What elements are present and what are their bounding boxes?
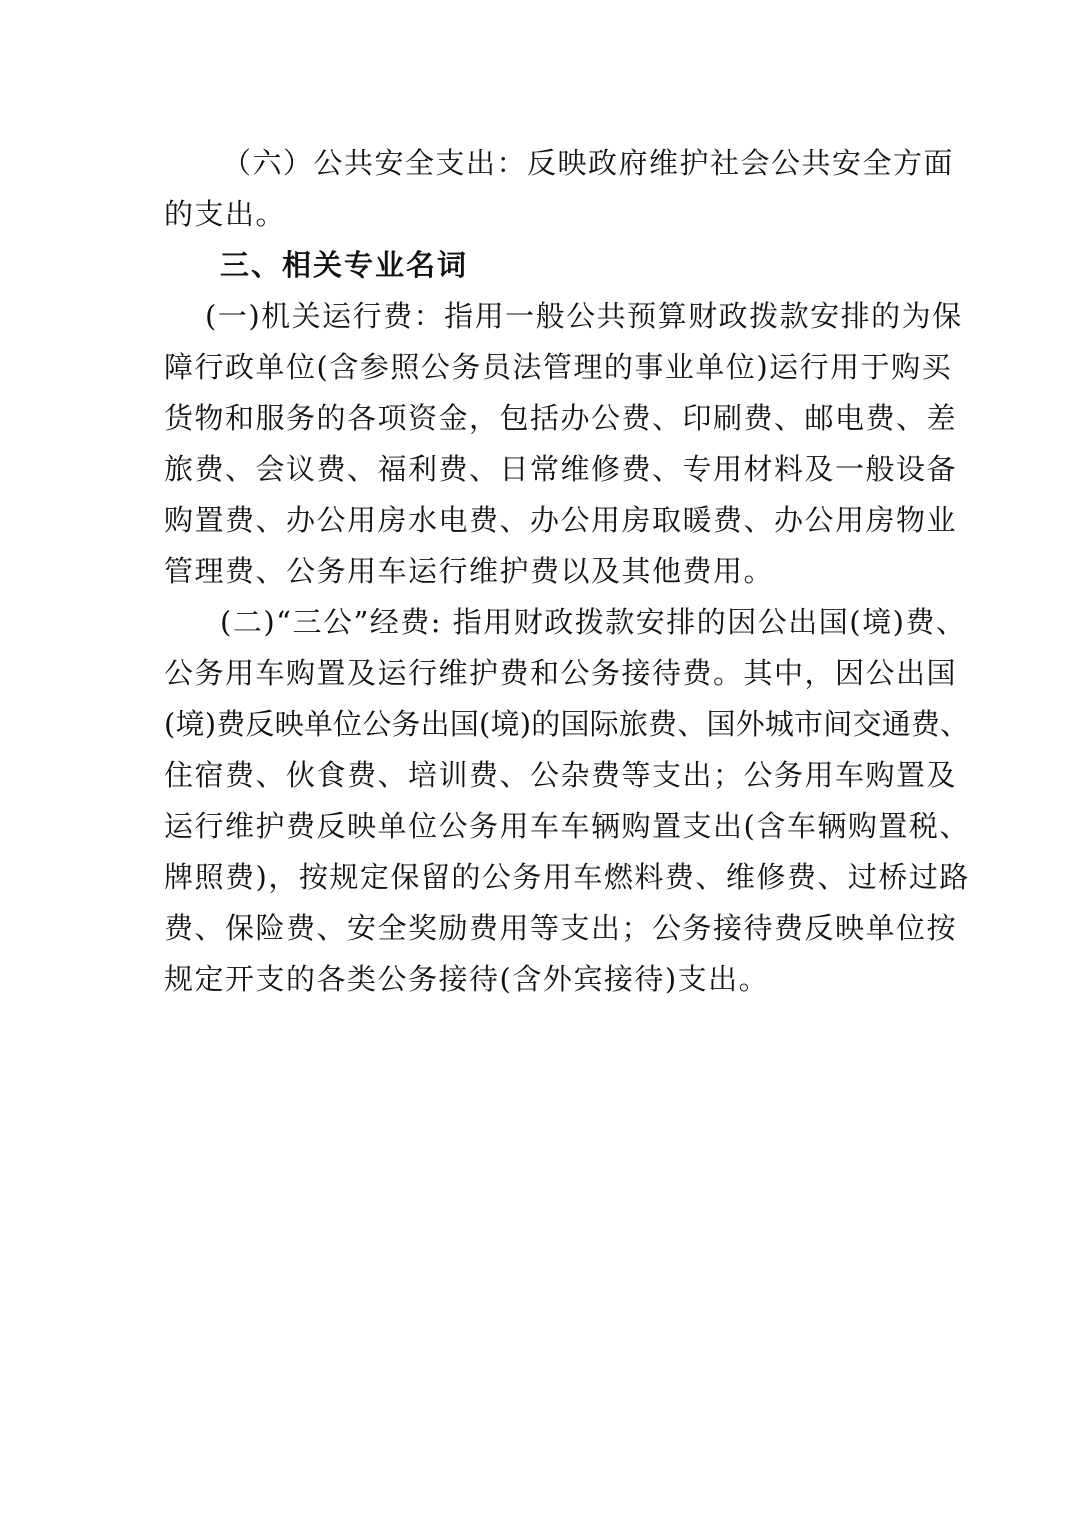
section-heading-3: 三、相关专业名词 (220, 248, 469, 282)
paragraph-2-line-8: 规定开支的各类公务接待(含外宾接待)支出。 (164, 962, 770, 996)
paragraph-1-line-4: 旅费、会议费、福利费、日常维修费、专用材料及一般设备 (164, 452, 958, 486)
paragraph-2-line-3: (境)费反映单位公务出国(境)的国际旅费、国外城市间交通费、 (164, 707, 970, 741)
paragraph-2-line-2: 公务用车购置及运行维护费和公务接待费。其中，因公出国 (164, 656, 958, 690)
paragraph-2-line-5: 运行维护费反映单位公务用车车辆购置支出(含车辆购置税、 (164, 809, 970, 843)
paragraph-1-line-1: (一)机关运行费：指用一般公共预算财政拨款安排的为保 (205, 299, 963, 333)
item6-line-2: 的支出。 (164, 197, 287, 231)
paragraph-1-line-3: 货物和服务的各项资金，包括办公费、印刷费、邮电费、差 (164, 401, 958, 435)
paragraph-2-line-7: 费、保险费、安全奖励费用等支出；公务接待费反映单位按 (164, 911, 958, 945)
item6-line-1: （六）公共安全支出：反映政府维护社会公共安全方面 (222, 146, 955, 180)
paragraph-1-line-6: 管理费、公务用车运行维护费以及其他费用。 (164, 554, 775, 588)
paragraph-2-line-4: 住宿费、伙食费、培训费、公杂费等支出；公务用车购置及 (164, 758, 958, 792)
paragraph-2-line-6: 牌照费)，按规定保留的公务用车燃料费、维修费、过桥过路 (164, 860, 970, 894)
paragraph-1-line-5: 购置费、办公用房水电费、办公用房取暖费、办公用房物业 (164, 503, 958, 537)
paragraph-2-line-1: (二)“三公”经费: 指用财政拨款安排的因公出国(境)费、 (220, 605, 967, 639)
paragraph-1-line-2: 障行政单位(含参照公务员法管理的事业单位)运行用于购买 (164, 350, 953, 384)
